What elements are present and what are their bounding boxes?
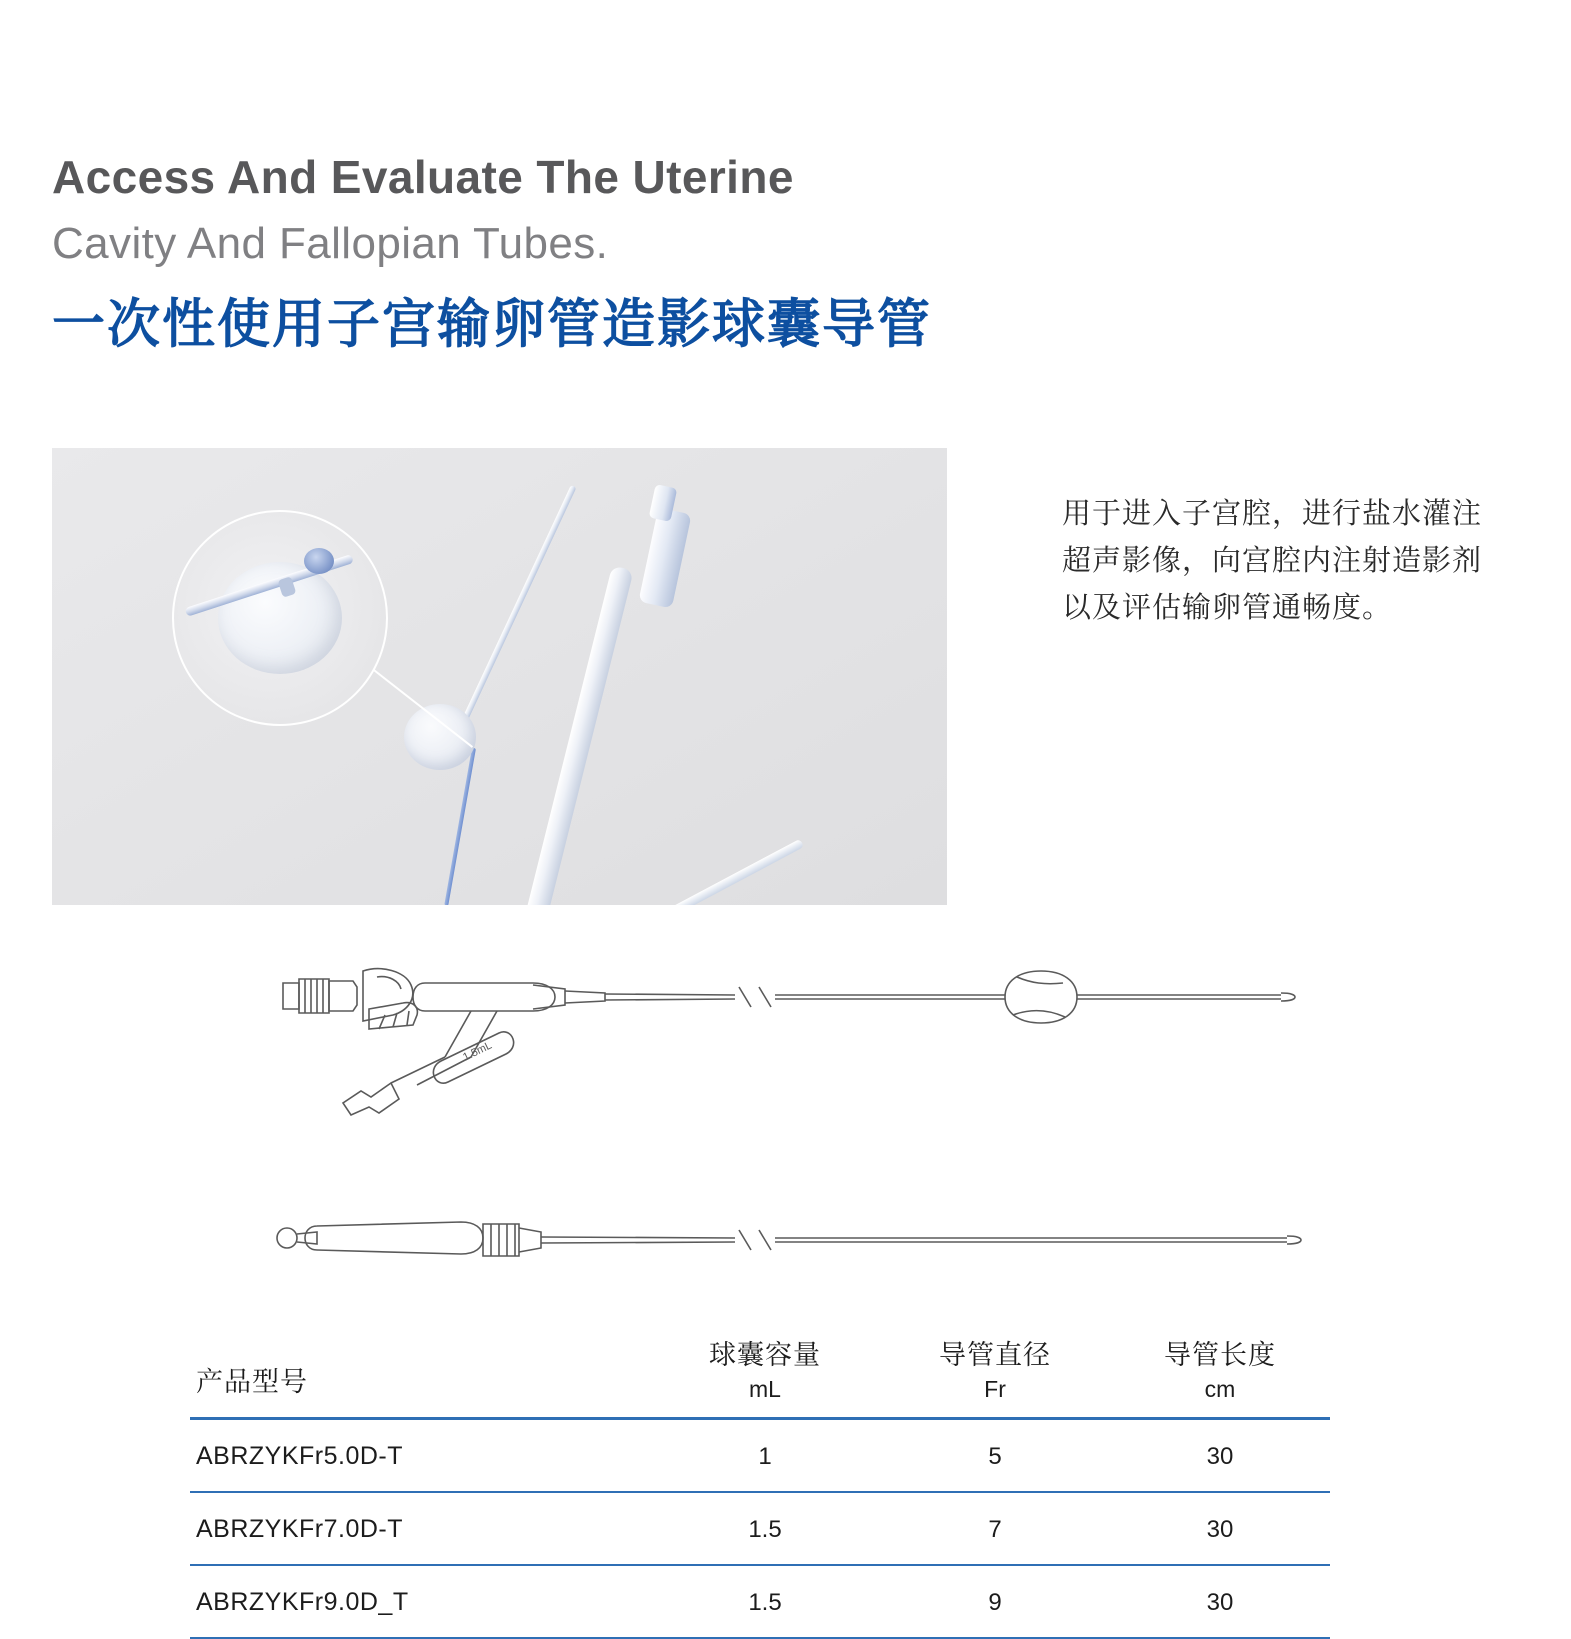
cell-catheter-diameter: 7 <box>880 1492 1110 1565</box>
drawing-balloon-volume-label: 1.5mL <box>461 1039 494 1064</box>
column-header-catheter-length-text: 导管长度 <box>1164 1340 1276 1370</box>
page-title-chinese: 一次性使用子宫输卵管造影球囊导管 <box>52 295 932 355</box>
table-row <box>190 1565 1330 1638</box>
cell-balloon-volume: 1.5 <box>650 1565 880 1638</box>
photo-inflation-valve <box>638 508 691 609</box>
table-header <box>190 1332 1330 1419</box>
specifications-table <box>190 1332 1330 1639</box>
column-header-catheter-diameter-unit: Fr <box>984 1376 1006 1402</box>
table-body <box>190 1419 1330 1639</box>
photo-side-branch <box>650 839 804 905</box>
cell-catheter-diameter: 9 <box>880 1565 1110 1638</box>
product-photo <box>52 448 947 905</box>
magnified-tip <box>304 548 334 574</box>
table-header-row <box>190 1332 1330 1419</box>
page-title-block <box>52 150 1252 357</box>
column-header-balloon-volume-unit: mL <box>749 1376 781 1402</box>
cell-catheter-length: 30 <box>1110 1492 1330 1565</box>
column-header-model-text: 产品型号 <box>196 1367 308 1397</box>
page-title-english-line2: Cavity And Fallopian Tubes. <box>52 219 609 269</box>
cell-catheter-diameter: 5 <box>880 1419 1110 1493</box>
column-header-model <box>190 1332 650 1419</box>
cell-catheter-length: 30 <box>1110 1565 1330 1638</box>
column-header-catheter-length-unit: cm <box>1204 1376 1236 1402</box>
photo-catheter-tip-wire <box>444 748 476 905</box>
cell-balloon-volume: 1 <box>650 1419 880 1493</box>
technical-drawing-catheter <box>265 965 1325 1125</box>
column-header-balloon-volume-text: 球囊容量 <box>709 1340 821 1370</box>
photo-magnifier-circle <box>172 510 388 726</box>
cell-model: ABRZYKFr7.0D-T <box>190 1492 650 1565</box>
table-row <box>190 1492 1330 1565</box>
column-header-catheter-length <box>1110 1332 1330 1419</box>
page-title-english-line1: Access And Evaluate The Uterine <box>52 151 794 203</box>
drawing-luer-end <box>283 983 299 1009</box>
photo-balloon <box>404 704 476 770</box>
product-description: 用于进入子宫腔，进行盐水灌注超声影像，向宫腔内注射造影剂以及评估输卵管通畅度。 <box>1062 498 1483 624</box>
cell-model: ABRZYKFr5.0D-T <box>190 1419 650 1493</box>
photo-catheter-hub <box>496 565 633 905</box>
cell-model: ABRZYKFr9.0D_T <box>190 1565 650 1638</box>
column-header-catheter-diameter-text: 导管直径 <box>939 1340 1051 1370</box>
table-row <box>190 1419 1330 1493</box>
column-header-balloon-volume <box>650 1332 880 1419</box>
technical-drawing-obturator <box>265 1210 1325 1280</box>
cell-balloon-volume: 1.5 <box>650 1492 880 1565</box>
cell-catheter-length: 30 <box>1110 1419 1330 1493</box>
column-header-catheter-diameter <box>880 1332 1110 1419</box>
